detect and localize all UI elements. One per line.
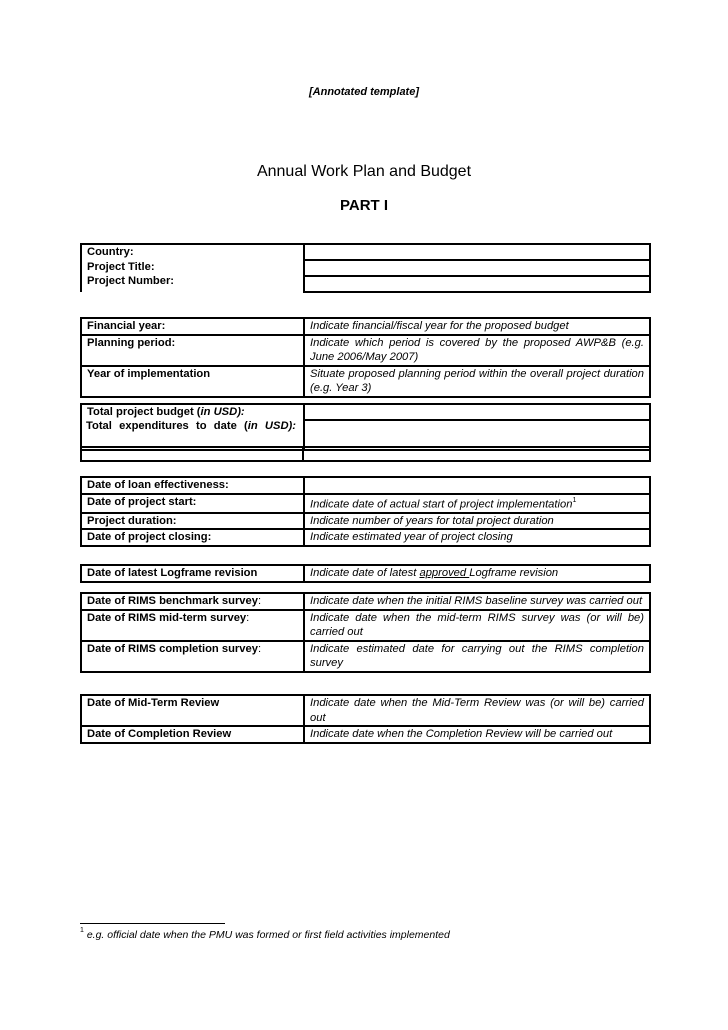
midterm-review-note: Indicate date when the Mid-Term Review was (or will be) carried out bbox=[304, 695, 650, 726]
budget-empty-row bbox=[80, 446, 651, 462]
rims-completion-note: Indicate estimated date for carrying out the RIMS completion survey bbox=[304, 641, 650, 672]
footnote-separator bbox=[80, 923, 225, 924]
project-start-label: Date of project start: bbox=[81, 494, 304, 513]
financial-year-note: Indicate financial/fiscal year for the proposed budget bbox=[304, 318, 650, 335]
project-duration-label: Project duration: bbox=[81, 513, 304, 530]
rims-benchmark-note: Indicate date when the initial RIMS baseline survey was carried out bbox=[304, 593, 650, 610]
logframe-revision-label: Date of latest Logframe revision bbox=[81, 565, 304, 582]
loan-effectiveness-label: Date of loan effectiveness: bbox=[81, 477, 304, 494]
completion-review-note: Indicate date when the Completion Review will be carried out bbox=[304, 726, 650, 743]
project-identity-values bbox=[304, 244, 650, 292]
loan-effectiveness-value bbox=[304, 477, 650, 494]
project-closing-label: Date of project closing: bbox=[81, 529, 304, 546]
project-identity-table bbox=[80, 243, 651, 293]
dates-table bbox=[80, 476, 651, 547]
project-start-note: Indicate date of actual start of project implementation$^1$ bbox=[304, 494, 650, 513]
annotation-label: [Annotated template] bbox=[309, 86, 419, 98]
total-expenditures-label: Total expenditures to date (in USD): bbox=[86, 420, 296, 432]
rims-completion-label: Date of RIMS completion survey: bbox=[81, 641, 304, 672]
year-of-implementation-label: Year of implementation bbox=[81, 366, 304, 397]
planning-table bbox=[80, 317, 651, 398]
rims-midterm-label: Date of RIMS mid-term survey: bbox=[81, 610, 304, 641]
financial-year-label: Financial year: bbox=[81, 318, 304, 335]
reviews-table bbox=[80, 694, 651, 744]
logframe-revision-note: Indicate date of latest approved Logframe revision bbox=[304, 565, 650, 582]
project-duration-note: Indicate number of years for total project duration bbox=[304, 513, 650, 530]
year-of-implementation-note: Situate proposed planning period within the overall project duration (e.g. Year 3) bbox=[304, 366, 650, 397]
logframe-table bbox=[80, 564, 651, 583]
document-title: Annual Work Plan and Budget bbox=[256, 163, 472, 180]
rims-table bbox=[80, 592, 651, 673]
midterm-review-label: Date of Mid-Term Review bbox=[81, 695, 304, 726]
footnote-mark: 1 bbox=[80, 927, 84, 934]
footnote bbox=[80, 929, 450, 941]
footnote-text: e.g. official date when the PMU was formed or first field activities implemented bbox=[83, 929, 450, 941]
planning-period-label: Planning period: bbox=[81, 335, 304, 366]
part-heading: PART I bbox=[339, 197, 389, 214]
country-label: Country: Project Title: Project Number: bbox=[81, 244, 304, 292]
budget-values bbox=[304, 404, 650, 450]
planning-period-note: Indicate which period is covered by the proposed AWP&B (e.g. June 2006/May 2007) bbox=[304, 335, 650, 366]
project-closing-note: Indicate estimated year of project closing bbox=[304, 529, 650, 546]
completion-review-label: Date of Completion Review bbox=[81, 726, 304, 743]
total-budget-label: Total project budget (in USD): bbox=[81, 404, 304, 450]
rims-midterm-note: Indicate date when the mid-term RIMS survey was (or will be) carried out bbox=[304, 610, 650, 641]
rims-benchmark-label: Date of RIMS benchmark survey: bbox=[81, 593, 304, 610]
